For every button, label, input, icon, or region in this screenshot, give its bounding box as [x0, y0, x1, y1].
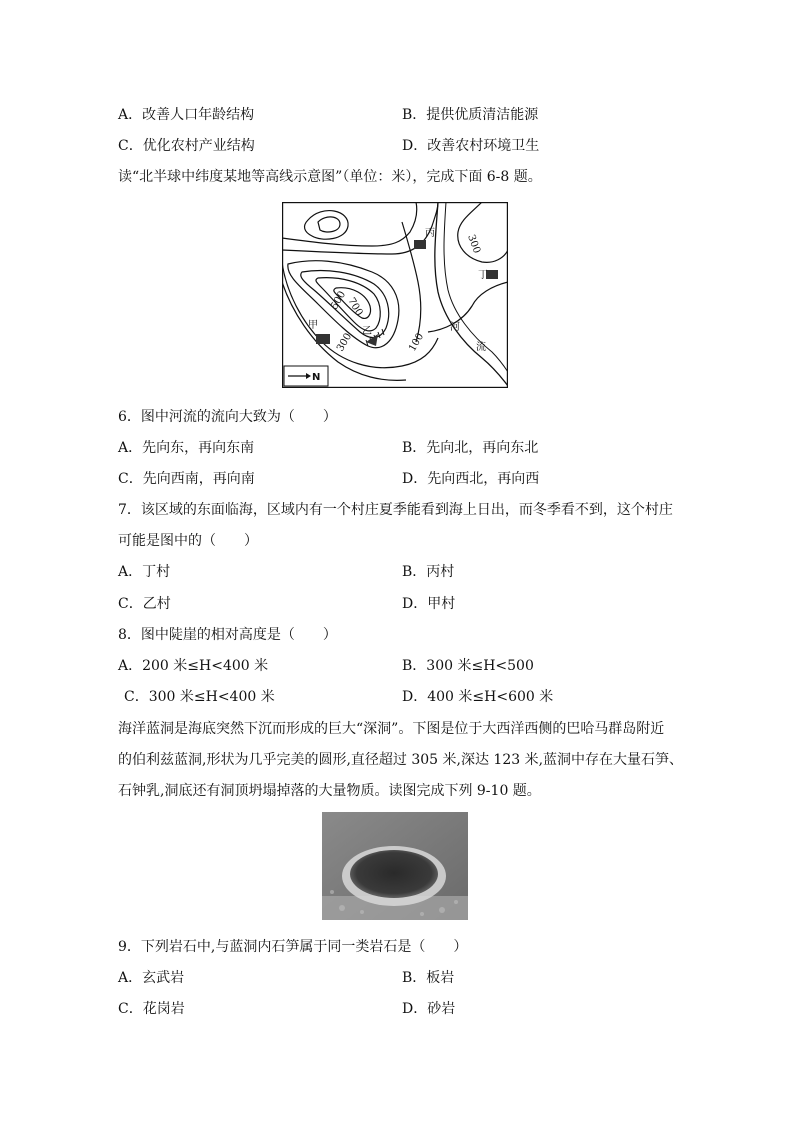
q9-option-b: B．板岩	[402, 970, 455, 986]
q5-option-d: D．改善农村环境卫生	[402, 138, 540, 154]
q5-option-b: B．提供优质清洁能源	[402, 107, 539, 123]
q7-option-c: C．乙村	[118, 596, 171, 612]
intro-9-10-line3: 石钟乳,洞底还有洞顶坍塌掉落的大量物质。读图完成下列 9-10 题。	[118, 783, 541, 799]
intro-9-10-line1: 海洋蓝洞是海底突然下沉而形成的巨大“深洞”。下图是位于大西洋西侧的巴哈马群岛附近	[118, 721, 665, 737]
q8-stem: 8．图中陡崖的相对高度是（ ）	[118, 627, 337, 643]
q6-option-d: D．先向西北，再向西	[402, 471, 540, 487]
q9-option-d: D．砂岩	[402, 1001, 456, 1017]
north-label: N	[312, 372, 321, 383]
label-700: 700	[345, 296, 365, 319]
q6-option-a: A．先向东，再向东南	[118, 440, 255, 456]
q5-option-a: A．改善人口年龄结构	[118, 107, 255, 123]
village-jia-marker	[316, 334, 330, 344]
q8-option-c: C．300 米≤H<400 米	[124, 689, 275, 705]
q7-option-a: A．丁村	[118, 564, 171, 580]
label-bing: 丙	[425, 228, 435, 239]
contour-map	[282, 202, 508, 388]
q7-stem-line1: 7．该区域的东面临海，区域内有一个村庄夏季能看到海上日出，而冬季看不到，这个村庄	[118, 502, 673, 518]
q5-option-c: C．优化农村产业结构	[118, 138, 255, 154]
label-jia: 甲	[308, 320, 318, 331]
label-yi: 乙	[362, 326, 372, 337]
q9-option-a: A．玄武岩	[118, 970, 185, 986]
q6-option-c: C．先向西南，再向南	[118, 471, 255, 487]
label-300-right: 300	[465, 233, 483, 255]
q7-option-d: D．甲村	[402, 596, 456, 612]
q9-option-c: C．花岗岩	[118, 1001, 185, 1017]
intro-9-10-line2: 的伯利兹蓝洞,形状为几乎完美的圆形,直径超过 305 米,深达 123 米,蓝洞中存在大量石笋、	[118, 752, 684, 768]
q8-option-b: B．300 米≤H<500	[402, 658, 534, 674]
q9-stem: 9．下列岩石中,与蓝洞内石笋属于同一类岩石是（ ）	[118, 939, 468, 955]
q7-option-b: B．丙村	[402, 564, 455, 580]
village-bing-marker	[414, 240, 426, 249]
q6-option-b: B．先向北，再向东北	[402, 440, 539, 456]
q6-stem: 6．图中河流的流向大致为（ ）	[118, 409, 337, 425]
intro-6-8: 读“北半球中纬度某地等高线示意图”（单位：米），完成下面 6-8 题。	[118, 169, 542, 185]
q8-option-a: A．200 米≤H<400 米	[118, 658, 269, 674]
label-500: 500	[329, 289, 349, 312]
label-liu: 流	[476, 342, 486, 353]
label-ding: 丁	[478, 270, 488, 281]
q7-stem-line2: 可能是图中的（ ）	[118, 533, 258, 549]
label-300-left: 300	[335, 331, 355, 354]
label-he: 河	[450, 322, 460, 333]
q8-option-d: D．400 米≤H<600 米	[402, 689, 554, 705]
label-100: 100	[407, 331, 427, 354]
blue-hole-photo	[322, 812, 468, 920]
